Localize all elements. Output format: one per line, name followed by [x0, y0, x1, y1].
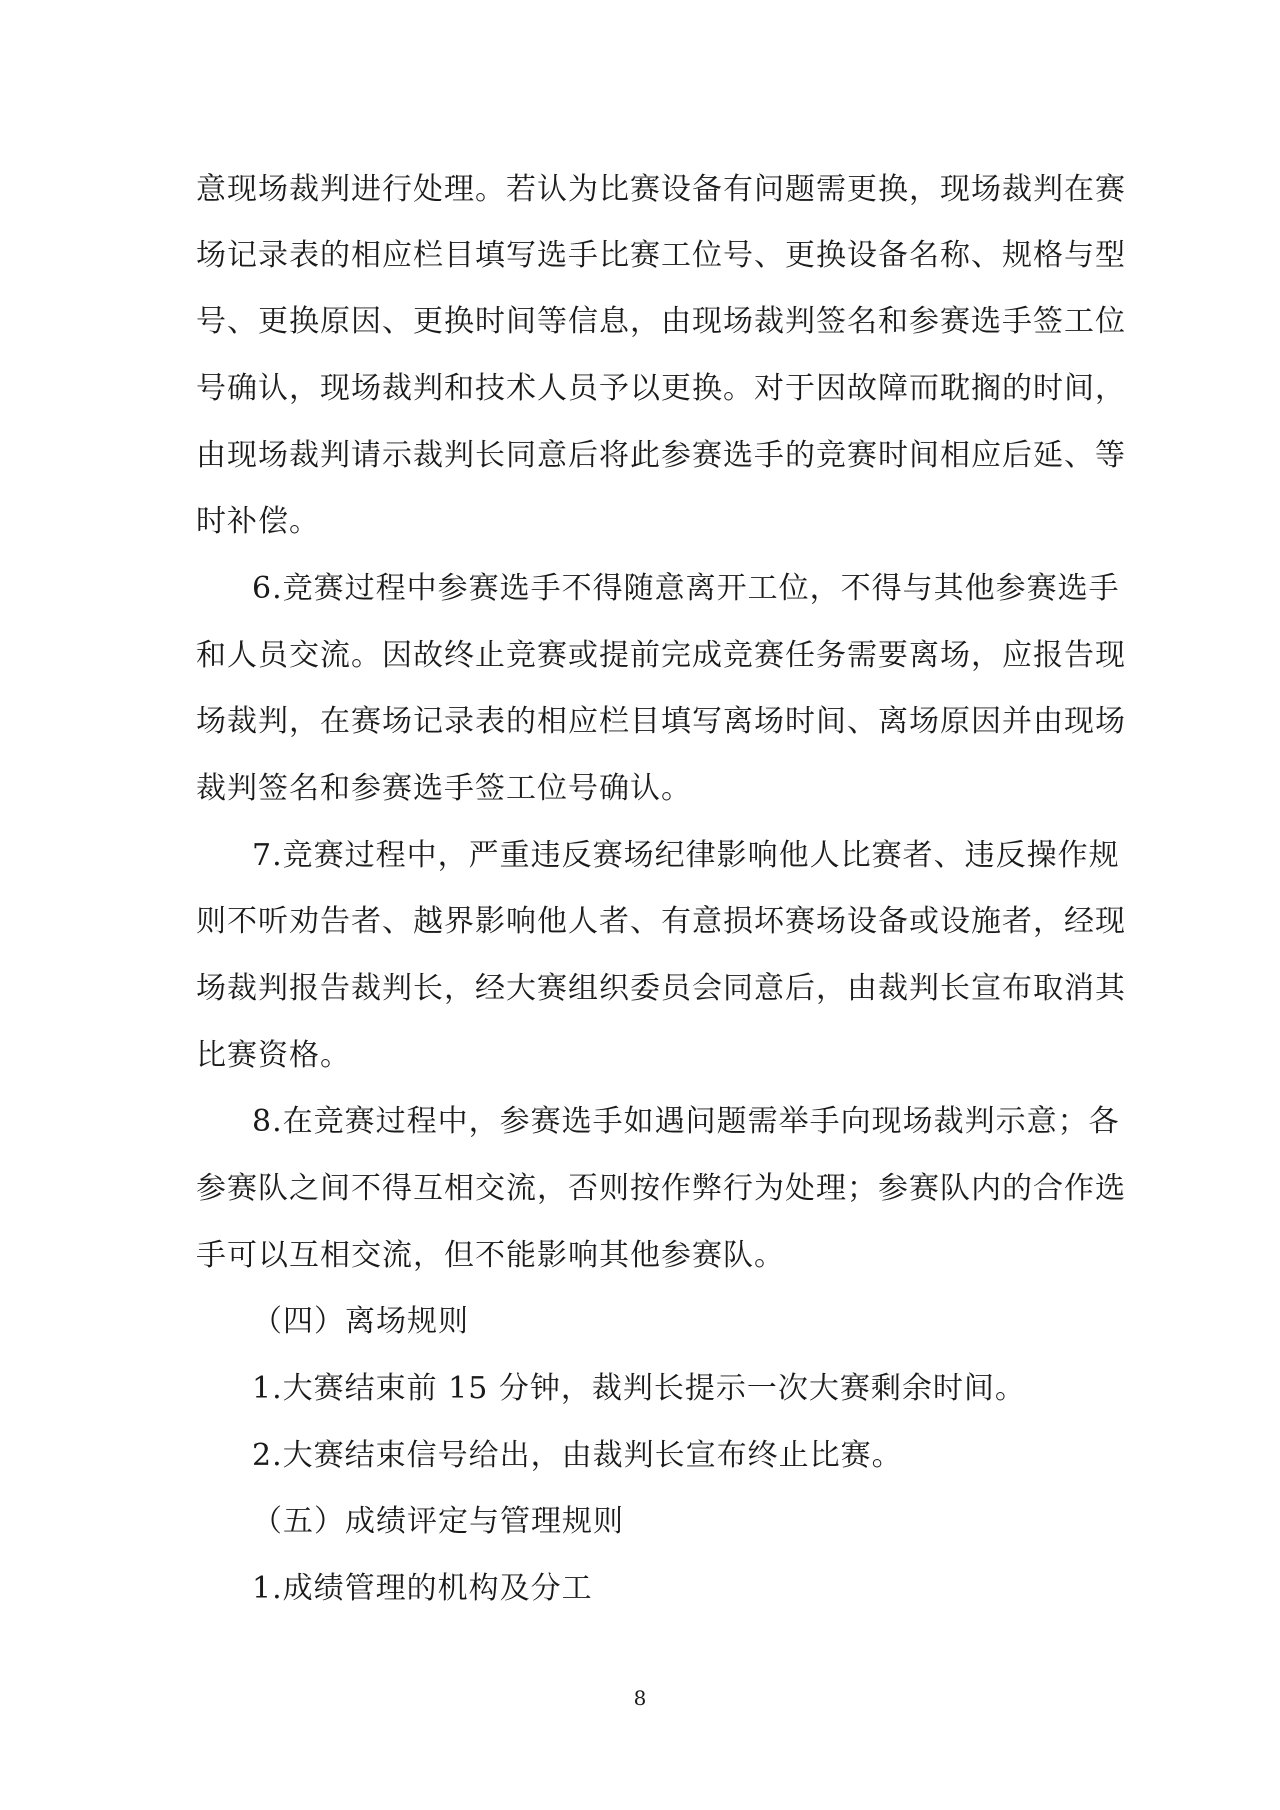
paragraph-6-start: 6.竞赛过程中参赛选手不得随意离开工位，不得与其他参赛选手 [252, 571, 1120, 606]
text-line: 意现场裁判进行处理。若认为比赛设备有问题需更换，现场裁判在赛 [196, 172, 1126, 207]
text-line: 1.大赛结束前 15 分钟，裁判长提示一次大赛剩余时间。 [252, 1371, 1026, 1406]
text-line: 1.成绩管理的机构及分工 [252, 1571, 593, 1606]
section-heading-4: （四）离场规则 [252, 1304, 469, 1339]
paragraph-7-start: 7.竞赛过程中，严重违反赛场纪律影响他人比赛者、违反操作规 [252, 838, 1120, 873]
text-line: 场裁判，在赛场记录表的相应栏目填写离场时间、离场原因并由现场 [196, 704, 1126, 739]
text-line: 裁判签名和参赛选手签工位号确认。 [196, 771, 692, 806]
text-line: 手可以互相交流，但不能影响其他参赛队。 [196, 1238, 785, 1273]
section-heading-5: （五）成绩评定与管理规则 [252, 1504, 624, 1539]
text-line: 比赛资格。 [196, 1038, 351, 1073]
text-line: 参赛队之间不得互相交流，否则按作弊行为处理；参赛队内的合作选 [196, 1171, 1126, 1206]
text-line: 场记录表的相应栏目填写选手比赛工位号、更换设备名称、规格与型 [196, 238, 1126, 273]
text-line: 2.大赛结束信号给出，由裁判长宣布终止比赛。 [252, 1438, 903, 1473]
text-line: 时补偿。 [196, 504, 320, 539]
text-line: 则不听劝告者、越界影响他人者、有意损坏赛场设备或设施者，经现 [196, 904, 1126, 939]
text-line: 号确认，现场裁判和技术人员予以更换。对于因故障而耽搁的时间， [196, 371, 1126, 406]
text-line: 和人员交流。因故终止竞赛或提前完成竞赛任务需要离场，应报告现 [196, 638, 1126, 673]
text-line: 场裁判报告裁判长，经大赛组织委员会同意后，由裁判长宣布取消其 [196, 971, 1126, 1006]
text-line: 号、更换原因、更换时间等信息，由现场裁判签名和参赛选手签工位 [196, 304, 1126, 339]
text-line: 由现场裁判请示裁判长同意后将此参赛选手的竞赛时间相应后延、等 [196, 438, 1126, 473]
page-number: 8 [633, 1686, 647, 1710]
paragraph-8-start: 8.在竞赛过程中，参赛选手如遇问题需举手向现场裁判示意；各 [252, 1104, 1120, 1139]
